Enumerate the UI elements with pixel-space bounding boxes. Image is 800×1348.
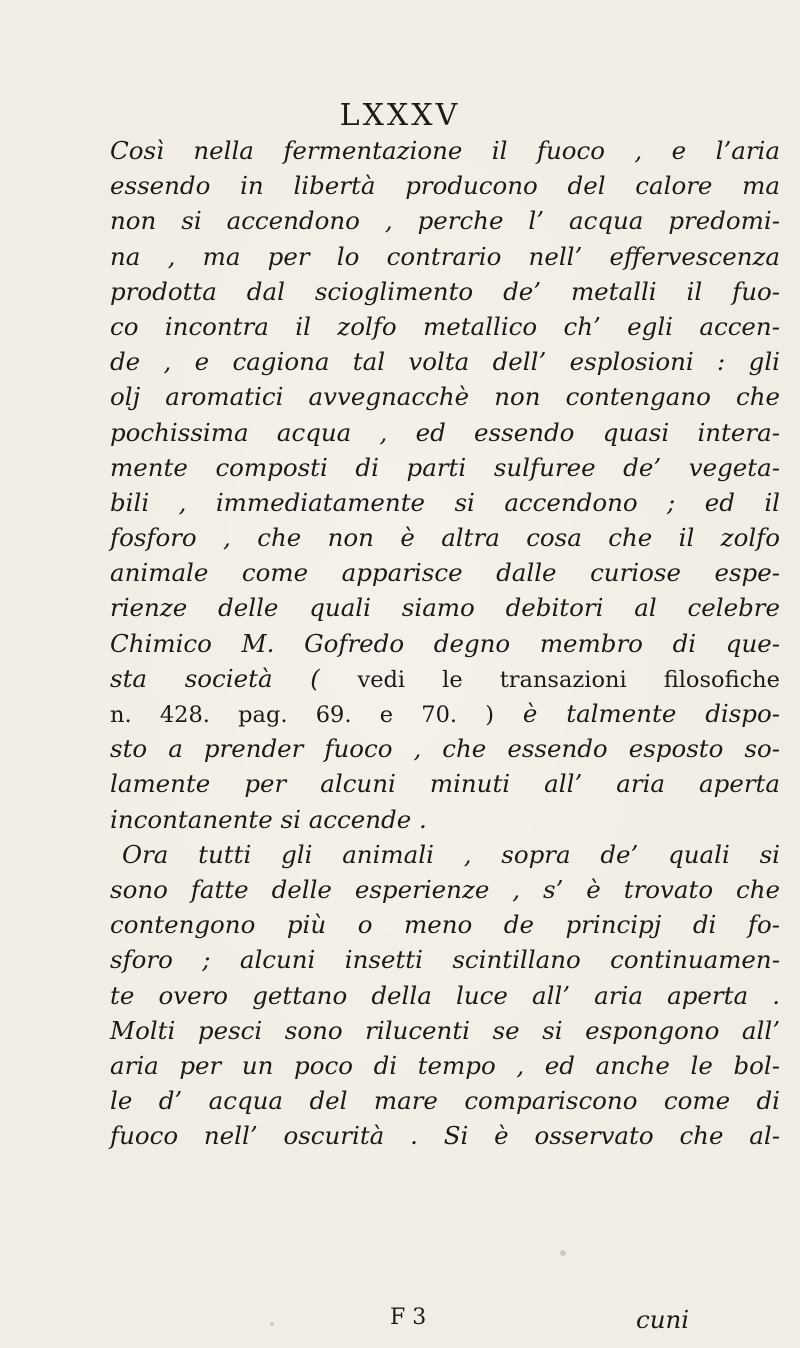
paper-speck — [270, 1322, 274, 1326]
text-line: fosforo , che non è altra cosa che il zolfo — [110, 523, 780, 553]
text-line: lamente per alcuni minuti all’ aria aperta — [110, 769, 780, 799]
text-line-mixed — [110, 696, 780, 731]
text-line: Così nella fermentazione il fuoco , e l’aria — [110, 136, 780, 165]
signature-mark: F 3 — [390, 1305, 427, 1330]
text-line: prodotta dal scioglimento de’ metalli il fuo- — [110, 276, 780, 306]
text-line: aria per un poco di tempo , ed anche le bol- — [110, 1050, 780, 1080]
text-line: olj aromatici avvegnacchè non contengano che — [110, 382, 780, 412]
text-line: pochissima acqua , ed essendo quasi intera- — [110, 417, 780, 447]
text-line: contengono più o meno de principj di fo- — [110, 910, 780, 940]
body-text — [110, 133, 780, 1153]
text-line: mente composti di parti sulfuree de’ vegeta- — [110, 452, 780, 482]
text-line: Ora tutti gli animali , sopra de’ quali si — [122, 839, 780, 869]
roman-segment: vedi le transazioni filosofiche — [357, 666, 780, 693]
text-line: essendo in libertà producono del calore ma — [110, 171, 780, 201]
text-line: animale come apparisce dalle curiose espe- — [110, 558, 780, 588]
text-line: rienze delle quali siamo debitori al celebre — [110, 593, 780, 623]
text-line: sto a prender fuoco , che essendo esposto so- — [110, 734, 780, 764]
roman-segment: n. 428. pag. 69. e 70. ) — [110, 702, 495, 728]
text-line-mixed — [110, 661, 780, 696]
text-line: Chimico M. Gofredo degno membro di que- — [110, 628, 780, 658]
text-line: le d’ acqua del mare compariscono come di — [110, 1086, 780, 1116]
text-line: na , ma per lo contrario nell’ effervescenza — [110, 241, 780, 271]
text-line: Molti pesci sono rilucenti se si espongono all’ — [110, 1015, 780, 1045]
text-line: incontanente si accende . — [110, 804, 427, 834]
text-line: bili , immediatamente si accendono ; ed il — [110, 487, 780, 517]
text-line: sono fatte delle esperienze , s’ è trovato che — [110, 874, 780, 904]
text-line: sforo ; alcuni insetti scintillano continuamen- — [110, 945, 780, 975]
text-line: co incontra il zolfo metallico ch’ egli accen- — [110, 311, 780, 341]
catchword: cuni — [636, 1305, 690, 1334]
text-line: non si accendono , perche l’ acqua predomi- — [110, 206, 780, 236]
running-head-page-number: LXXXV — [339, 98, 461, 133]
page-footer — [0, 1305, 800, 1341]
text-line: te overo gettano della luce all’ aria aperta . — [110, 980, 780, 1010]
italic-segment: sta società ( — [110, 663, 358, 693]
text-line: de , e cagiona tal volta dell’ esplosioni : gli — [110, 347, 780, 377]
italic-segment: è talmente dispo- — [494, 699, 781, 728]
text-line: fuoco nell’ oscurità . Si è osservato che al- — [110, 1121, 780, 1151]
paper-speck — [560, 1250, 566, 1256]
